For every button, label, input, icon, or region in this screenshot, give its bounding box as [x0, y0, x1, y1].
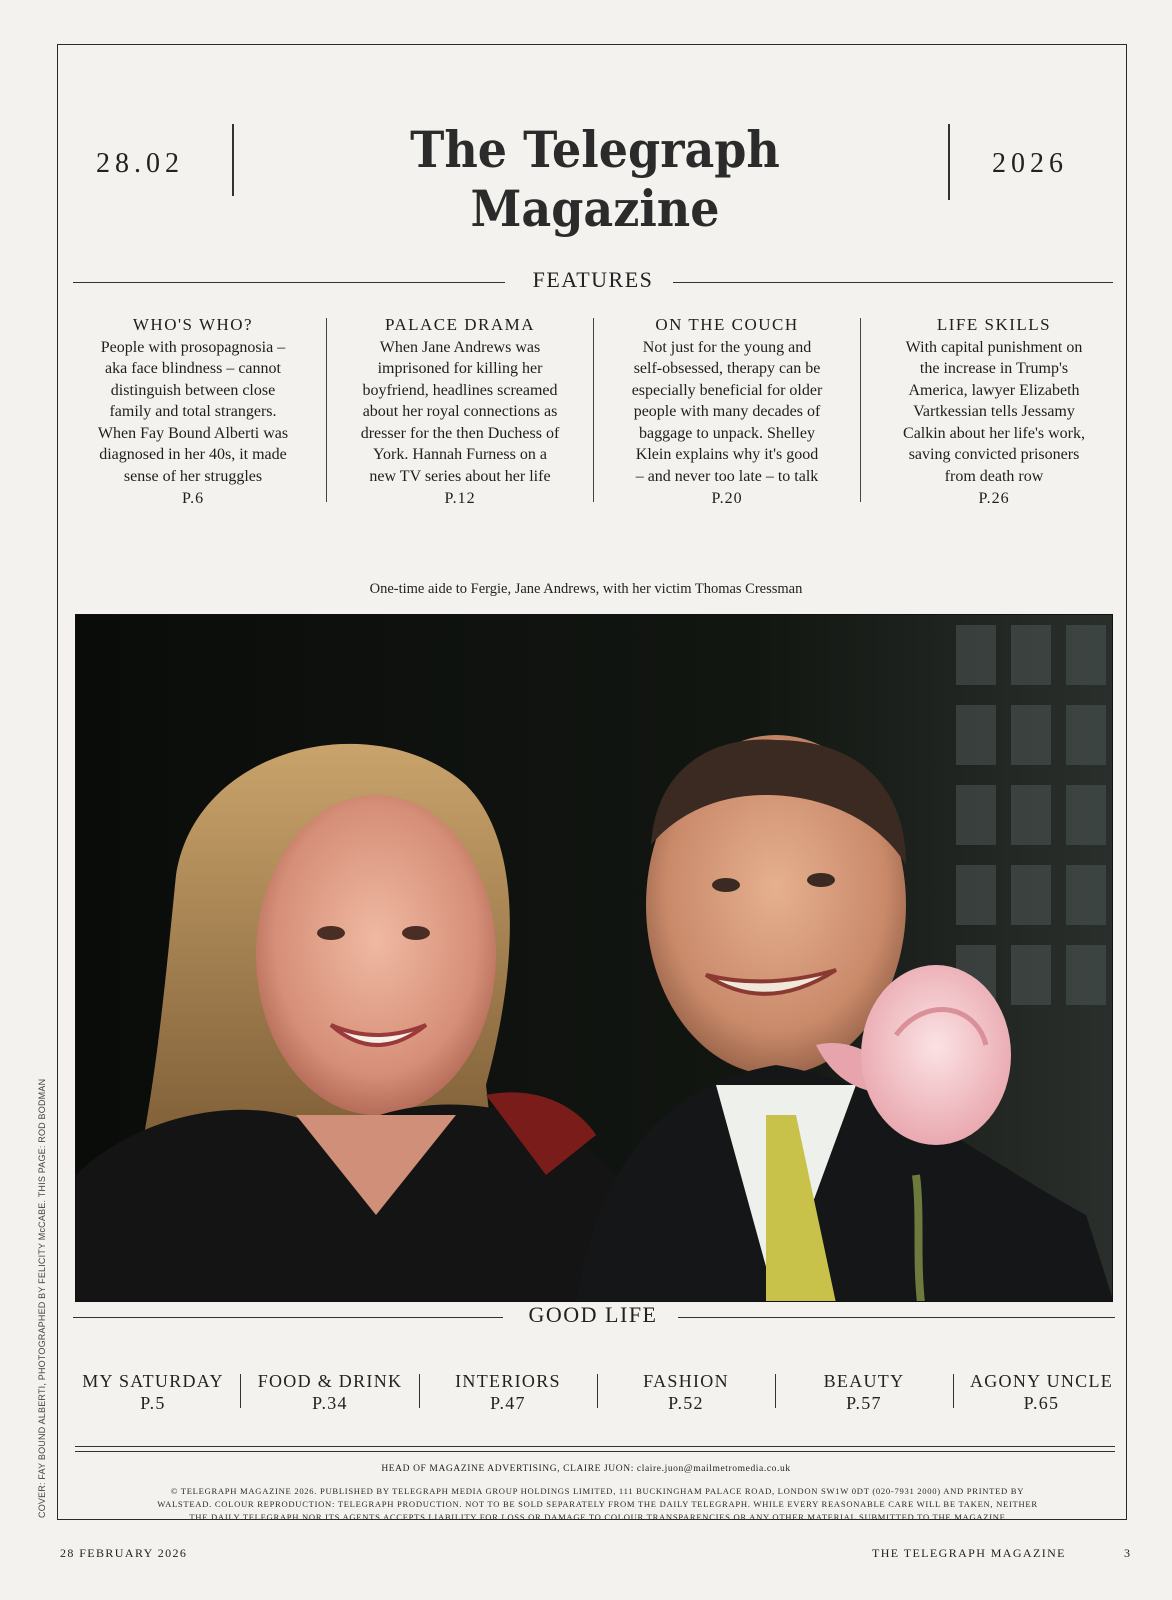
feature-page: P.20: [711, 490, 743, 507]
footer-publication: THE TELEGRAPH MAGAZINE: [872, 1546, 1066, 1560]
legal-notice: [85, 1485, 1110, 1524]
good-life-fashion[interactable]: [606, 1370, 766, 1414]
feature-line: the increase in Trump's: [919, 360, 1069, 377]
photo-caption: One-time aide to Fergie, Jane Andrews, with her victim Thomas Cressman: [369, 581, 803, 597]
feature-line: new TV series about her life: [369, 467, 551, 485]
rule: [75, 1451, 1115, 1452]
feature-life-skills[interactable]: [874, 314, 1114, 510]
feature-whos-who[interactable]: [73, 314, 313, 510]
good-life-page: P.57: [846, 1393, 882, 1413]
feature-page: P.12: [444, 490, 476, 507]
column-divider: [593, 318, 594, 502]
good-life-title: FOOD & DRINK: [257, 1371, 403, 1391]
legal-line: WALSTEAD. COLOUR REPRODUCTION: TELEGRAPH PRODUCTION. NOT TO BE SOLD SEPARATELY FROM THE DAILY TELEGRAPH. WHILE EVERY REASONABLE CARE WILL BE TAKEN, NEITHER: [157, 1499, 1038, 1509]
column-divider: [953, 1374, 954, 1408]
column-divider: [775, 1374, 776, 1408]
page-number: 3: [1124, 1546, 1132, 1560]
feature-text: [607, 337, 847, 488]
feature-title: WHO'S WHO?: [132, 315, 254, 334]
good-life-title: AGONY UNCLE: [969, 1371, 1114, 1391]
feature-line: especially beneficial for older: [631, 381, 823, 399]
legal-line: © TELEGRAPH MAGAZINE 2026. PUBLISHED BY TELEGRAPH MEDIA GROUP HOLDINGS LIMITED, 111 BUCKINGHAM PALACE ROAD, LONDON SW1W 0DT (020-7931 2000) AND PRINTED BY: [170, 1486, 1025, 1496]
feature-line: People with prosopagnosia –: [100, 338, 286, 356]
feature-title: ON THE COUCH: [655, 315, 799, 334]
feature-line: aka face blindness – cannot: [105, 360, 281, 377]
good-life-page: P.47: [490, 1393, 526, 1413]
feature-line: family and total strangers.: [109, 403, 277, 420]
issue-year: 2026: [992, 148, 1068, 179]
advertising-credit: HEAD OF MAGAZINE ADVERTISING, CLAIRE JUON: claire.juon@mailmetromedia.co.uk: [381, 1464, 791, 1474]
section-title: GOOD LIFE: [528, 1302, 658, 1327]
photo-credit: COVER: FAY BOUND ALBERTI, PHOTOGRAPHED BY FELICITY McCABE. THIS PAGE: ROD BODMAN: [37, 1078, 47, 1518]
feature-line: dresser for the then Duchess of: [360, 424, 560, 442]
issue-date: 28.02: [96, 148, 184, 179]
masthead-divider-right: [948, 124, 950, 200]
footer-date: 28 FEBRUARY 2026: [60, 1546, 188, 1560]
good-life-title: MY SATURDAY: [82, 1371, 224, 1391]
good-life-page: P.65: [1023, 1393, 1060, 1413]
magazine-title: The Telegraph Magazine: [410, 120, 780, 238]
good-life-beauty[interactable]: [784, 1370, 944, 1414]
good-life-my-saturday[interactable]: [73, 1370, 233, 1414]
feature-line: diagnosed in her 40s, it made: [99, 446, 287, 463]
good-life-page: P.52: [668, 1393, 704, 1413]
feature-line: When Jane Andrews was: [379, 338, 541, 356]
feature-line: people with many decades of: [633, 403, 821, 420]
feature-photo[interactable]: [75, 614, 1113, 1302]
feature-line: Vartkessian tells Jessamy: [913, 403, 1075, 420]
feature-line: Calkin about her life's work,: [903, 424, 1085, 442]
feature-line: sense of her struggles: [123, 467, 263, 485]
feature-line: self-obsessed, therapy can be: [633, 360, 821, 377]
photo-illustration: [76, 615, 1113, 1302]
feature-line: boyfriend, headlines screamed: [362, 381, 558, 399]
column-divider: [860, 318, 861, 502]
good-life-agony-uncle[interactable]: [960, 1370, 1123, 1414]
feature-title: PALACE DRAMA: [384, 315, 536, 334]
feature-page: P.6: [181, 490, 205, 507]
column-divider: [240, 1374, 241, 1408]
feature-line: With capital punishment on: [905, 338, 1083, 356]
column-divider: [597, 1374, 598, 1408]
column-divider: [419, 1374, 420, 1408]
good-life-title: INTERIORS: [455, 1371, 561, 1391]
masthead-divider-left: [232, 124, 234, 196]
feature-title: LIFE SKILLS: [936, 315, 1052, 334]
rule: [678, 1317, 1115, 1318]
feature-palace-drama[interactable]: [340, 314, 580, 510]
rule: [75, 1446, 1115, 1447]
feature-line: from death row: [944, 467, 1044, 485]
feature-line: Not just for the young and: [642, 338, 812, 356]
feature-line: When Fay Bound Alberti was: [97, 424, 289, 442]
section-title: FEATURES: [532, 267, 654, 292]
feature-on-the-couch[interactable]: [607, 314, 847, 510]
good-life-title: BEAUTY: [823, 1371, 905, 1391]
good-life-page: P.5: [140, 1393, 166, 1413]
feature-line: about her royal connections as: [362, 403, 558, 420]
features-heading: [73, 267, 1113, 297]
feature-text: [874, 337, 1114, 488]
good-life-food-drink[interactable]: [245, 1370, 415, 1414]
rule: [673, 282, 1113, 283]
legal-line: THE DAILY TELEGRAPH NOR ITS AGENTS ACCEPTS LIABILITY FOR LOSS OR DAMAGE TO COLOUR TRANSPARENCIES OR ANY OTHER MATERIAL SUBMITTED TO THE MAGAZINE: [189, 1512, 1006, 1522]
feature-line: Klein explains why it's good: [635, 446, 819, 463]
feature-line: York. Hannah Furness on a: [373, 446, 547, 463]
column-divider: [326, 318, 327, 502]
good-life-heading: [73, 1302, 1113, 1332]
feature-page: P.26: [978, 490, 1010, 507]
feature-line: – and never too late – to talk: [635, 467, 819, 485]
feature-text: [340, 337, 580, 488]
feature-line: imprisoned for killing her: [377, 360, 543, 377]
feature-text: [73, 337, 313, 488]
good-life-title: FASHION: [643, 1371, 729, 1391]
good-life-interiors[interactable]: [428, 1370, 588, 1414]
feature-line: America, lawyer Elizabeth: [908, 381, 1080, 399]
feature-line: distinguish between close: [110, 381, 276, 399]
feature-line: baggage to unpack. Shelley: [639, 424, 815, 442]
good-life-page: P.34: [312, 1393, 348, 1413]
feature-line: saving convicted prisoners: [908, 446, 1080, 463]
